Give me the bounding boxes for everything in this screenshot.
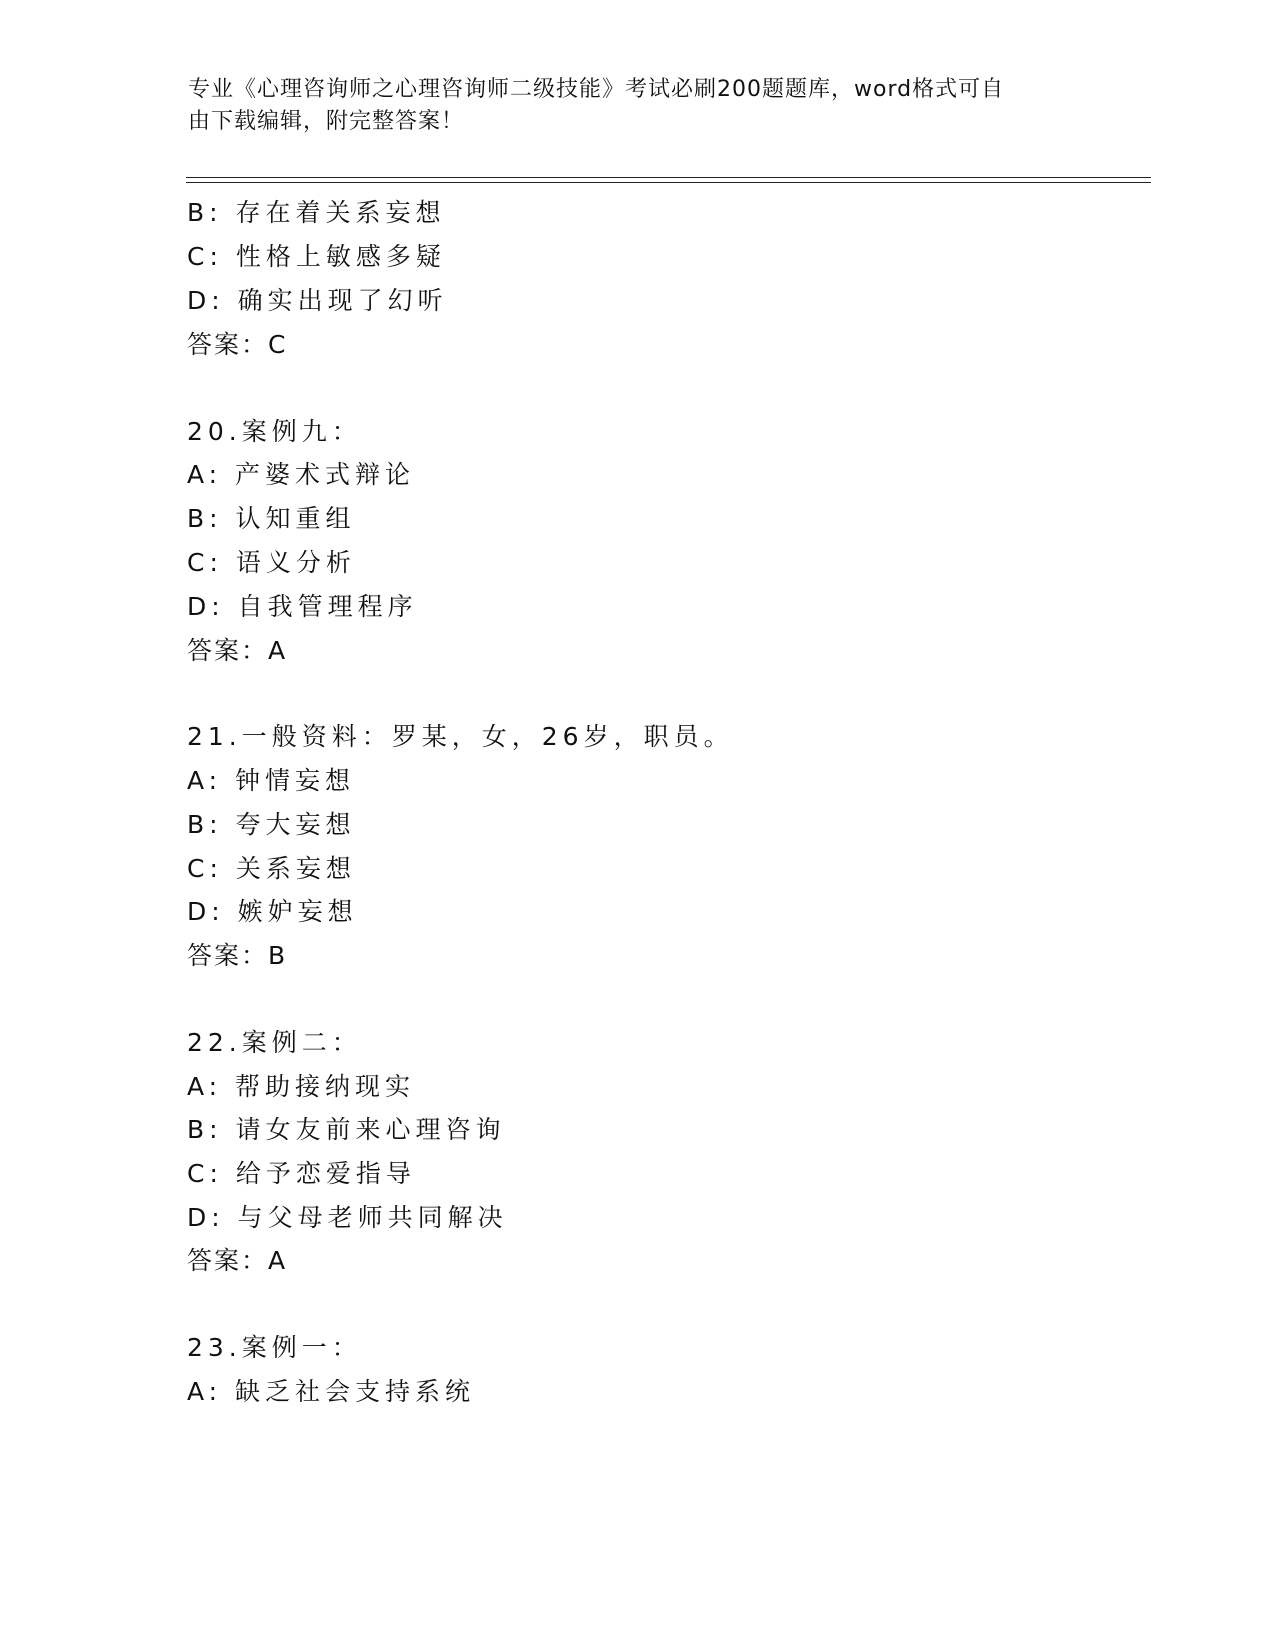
header-divider-bottom	[186, 182, 1151, 183]
q22-option-d: D: 与父母老师共同解决	[187, 1203, 508, 1232]
document-header	[188, 74, 1068, 138]
q20-option-b: B: 认知重组	[187, 504, 356, 533]
q22-option-b: B: 请女友前来心理咨询	[187, 1115, 506, 1144]
q21-option-a: A: 钟情妄想	[187, 766, 356, 795]
q22-option-a: A: 帮助接纳现实	[187, 1072, 416, 1101]
q20-answer: 答案：A	[187, 636, 288, 665]
q20-option-d: D: 自我管理程序	[187, 592, 418, 621]
q22-option-c: C: 给予恋爱指导	[187, 1159, 416, 1188]
header-line-1: 专业《心理咨询师之心理咨询师二级技能》考试必刷200题题库，word格式可自	[188, 77, 1005, 102]
q19-option-c: C: 性格上敏感多疑	[187, 242, 446, 271]
q19-option-d: D: 确实出现了幻听	[187, 286, 448, 315]
q21-question: 21.一般资料：罗某，女，26岁，职员。	[187, 722, 734, 751]
q21-answer: 答案：B	[187, 941, 288, 970]
q21-option-d: D: 嫉妒妄想	[187, 897, 358, 926]
q19-option-b: B: 存在着关系妄想	[187, 198, 446, 227]
header-divider-top	[186, 177, 1151, 178]
q20-option-c: C: 语义分析	[187, 548, 356, 577]
q23-option-a: A: 缺乏社会支持系统	[187, 1377, 476, 1406]
header-line-2: 由下载编辑，附完整答案！	[188, 109, 465, 134]
q21-option-b: B: 夸大妄想	[187, 810, 356, 839]
q20-option-a: A: 产婆术式辩论	[187, 460, 416, 489]
q22-question: 22.案例二：	[187, 1028, 362, 1057]
q20-question: 20.案例九：	[187, 417, 362, 446]
q23-question: 23.案例一：	[187, 1333, 362, 1362]
q22-answer: 答案：A	[187, 1246, 288, 1275]
q19-answer: 答案：C	[187, 330, 288, 359]
q21-option-c: C: 关系妄想	[187, 854, 356, 883]
